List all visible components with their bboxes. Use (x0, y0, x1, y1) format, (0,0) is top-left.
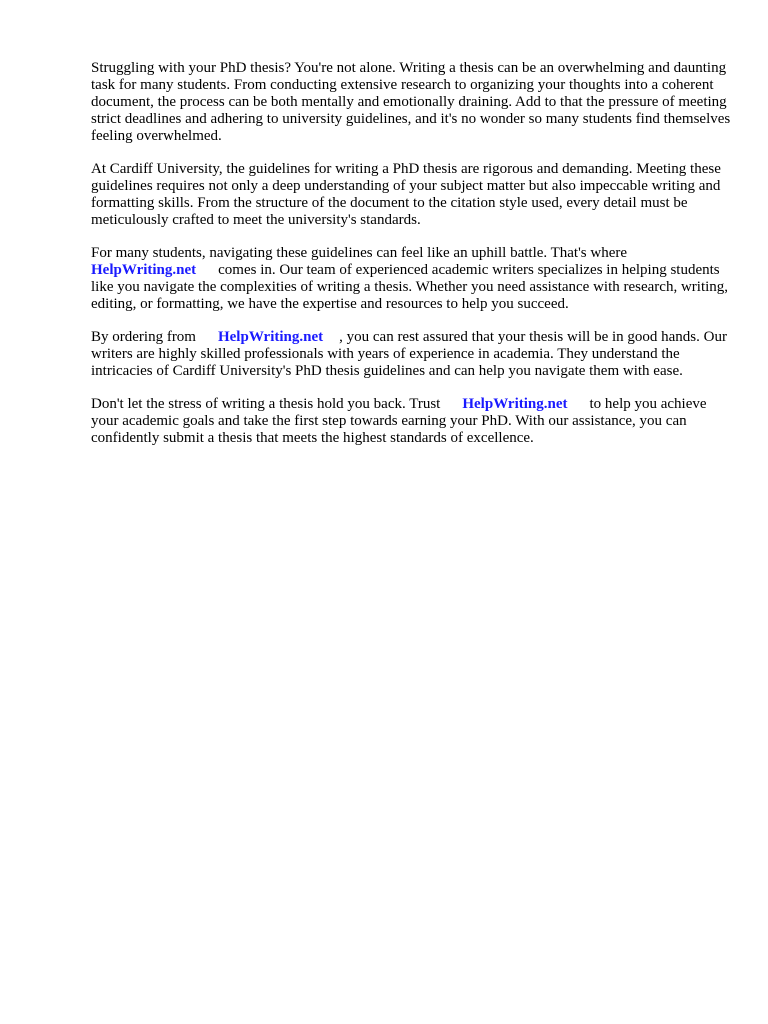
paragraph-ordering (91, 329, 731, 380)
paragraph-ordering-text-before: By ordering from (91, 329, 196, 345)
paragraph-uphill-battle-text-after: comes in. Our team of experienced academic writers specializes in helping students like you navigate the complexities of writing a thesis. Whether you need assistance with research, writing, editing, or formatting, we have the expertise and resources to help you succeed. (91, 262, 729, 312)
paragraph-uphill-battle (91, 245, 731, 313)
helpwriting-link-3[interactable]: HelpWriting.net (462, 396, 568, 412)
paragraph-intro-text: Struggling with your PhD thesis? You're not alone. Writing a thesis can be an overwhelming and daunting task for many students. From conducting extensive research to organizing your thoughts into a coherent document, the process can be both mentally and emotionally draining. Add to that the pressure of meeting strict deadlines and adhering to university guidelines, and it's no wonder so many students find themselves feeling overwhelmed. (91, 60, 731, 144)
paragraph-ordering-text-after: , you can rest assured that your thesis will be in good hands. Our writers are highly skilled professionals with years of experience in academia. They understand the intricacies of Cardiff University's PhD thesis guidelines and can help you navigate them with ease. (91, 329, 727, 379)
paragraph-guidelines (91, 161, 731, 229)
helpwriting-link-1[interactable]: HelpWriting.net (91, 262, 197, 278)
helpwriting-link-2[interactable]: HelpWriting.net (217, 329, 324, 345)
paragraph-trust-text-after: to help you achieve your academic goals and take the first step towards earning your PhD. With our assistance, you can confidently submit a thesis that meets the highest standards of excellence. (91, 396, 707, 446)
paragraph-uphill-battle-text-before: For many students, navigating these guidelines can feel like an uphill battle. That's where (91, 245, 628, 261)
paragraph-guidelines-text: At Cardiff University, the guidelines for writing a PhD thesis are rigorous and demanding. Meeting these guidelines requires not only a deep understanding of your subject matter but also impeccable writing and formatting skills. From the structure of the document to the citation style used, every detail must be meticulously crafted to meet the university's standards. (91, 161, 721, 228)
paragraph-intro (91, 60, 731, 145)
paragraph-trust (91, 396, 731, 447)
document-body (91, 60, 731, 463)
paragraph-trust-text-before: Don't let the stress of writing a thesis hold you back. Trust (91, 396, 441, 412)
